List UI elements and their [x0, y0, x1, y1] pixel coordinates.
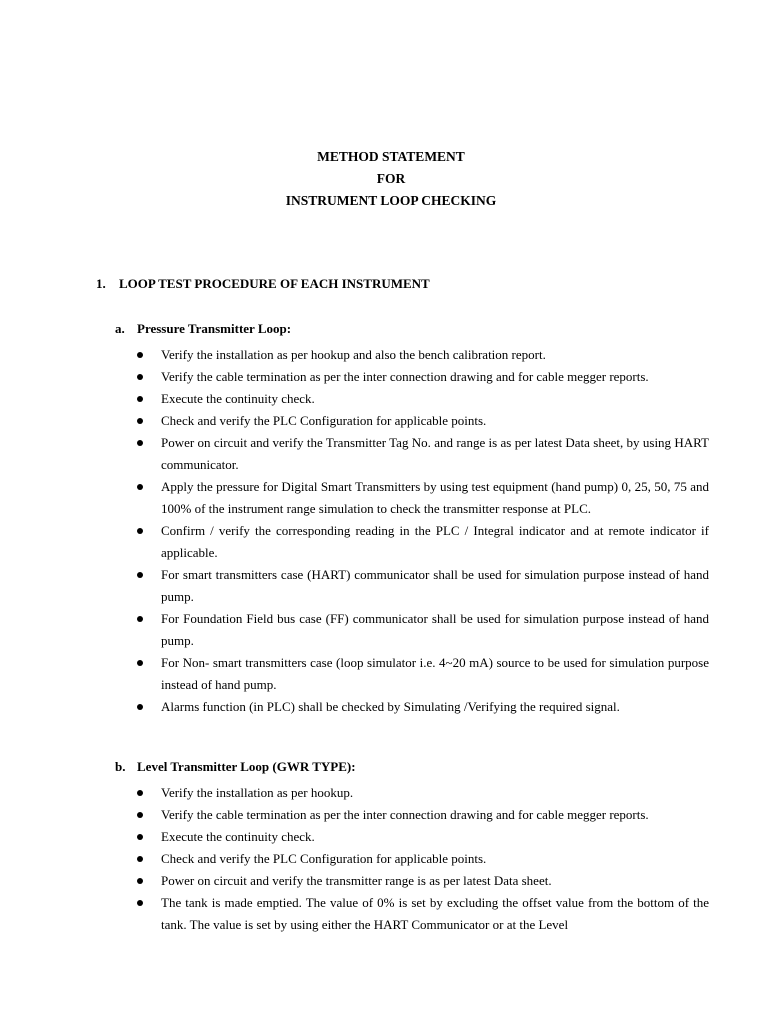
subsection-b-title: Level Transmitter Loop (GWR TYPE): [137, 759, 356, 774]
bullet-icon [137, 660, 143, 666]
list-item [137, 520, 709, 564]
bullet-icon [137, 616, 143, 622]
bullet-icon [137, 396, 143, 402]
section-1-number: 1. [96, 276, 106, 291]
list-item [137, 344, 709, 366]
list-item-text: Verify the installation as per hookup. [161, 785, 354, 800]
document-title-line2: FOR [376, 171, 406, 186]
subsection-b-heading [115, 757, 356, 777]
bullet-icon [137, 878, 143, 884]
bullet-icon [137, 528, 143, 534]
document-title-line1: METHOD STATEMENT [317, 149, 465, 164]
list-item [137, 388, 709, 410]
subsection-b-list [137, 782, 709, 936]
list-item [137, 476, 709, 520]
list-item [137, 804, 709, 826]
bullet-icon [137, 418, 143, 424]
list-item-text: Confirm / verify the corresponding reading in the PLC / Integral indicator and at remote indicator if applicable. [161, 523, 709, 560]
bullet-icon [137, 856, 143, 862]
bullet-icon [137, 440, 143, 446]
list-item-text: Power on circuit and verify the Transmitter Tag No. and range is as per latest Data sheet, by using HART communicator. [161, 435, 709, 472]
list-item-text: Verify the cable termination as per the inter connection drawing and for cable megger reports. [161, 807, 649, 822]
subsection-a-letter: a. [115, 321, 125, 336]
list-item-text: Execute the continuity check. [161, 391, 315, 406]
bullet-icon [137, 900, 143, 906]
subsection-b-letter: b. [115, 759, 126, 774]
list-item [137, 432, 709, 476]
list-item-text: For Foundation Field bus case (FF) communicator shall be used for simulation purpose instead of hand pump. [161, 611, 709, 648]
subsection-a-heading [115, 319, 291, 339]
bullet-icon [137, 812, 143, 818]
list-item [137, 608, 709, 652]
list-item-text: For smart transmitters case (HART) communicator shall be used for simulation purpose instead of hand pump. [161, 567, 709, 604]
list-item-text: Power on circuit and verify the transmitter range is as per latest Data sheet. [161, 873, 552, 888]
list-item-text: For Non- smart transmitters case (loop simulator i.e. 4~20 mA) source to be used for simulation purpose instead of hand pump. [161, 655, 709, 692]
list-item [137, 826, 709, 848]
section-1-heading [96, 274, 430, 294]
list-item-text: Execute the continuity check. [161, 829, 315, 844]
list-item [137, 564, 709, 608]
bullet-icon [137, 572, 143, 578]
list-item [137, 782, 709, 804]
list-item-text: Verify the installation as per hookup and also the bench calibration report. [161, 347, 546, 362]
list-item-text: Check and verify the PLC Configuration for applicable points. [161, 413, 487, 428]
bullet-icon [137, 834, 143, 840]
list-item [137, 848, 709, 870]
bullet-icon [137, 484, 143, 490]
bullet-icon [137, 704, 143, 710]
list-item [137, 410, 709, 432]
document-title-line3: INSTRUMENT LOOP CHECKING [285, 193, 497, 208]
list-item-text: Apply the pressure for Digital Smart Transmitters by using test equipment (hand pump) 0, 25, 50, 75 and 100% of the instrument range simulation to check the transmitter response at PLC. [161, 479, 709, 516]
list-item-text: Verify the cable termination as per the inter connection drawing and for cable megger reports. [161, 369, 649, 384]
bullet-icon [137, 352, 143, 358]
list-item [137, 892, 709, 936]
subsection-a-title: Pressure Transmitter Loop: [137, 321, 292, 336]
list-item-text: Check and verify the PLC Configuration for applicable points. [161, 851, 487, 866]
list-item [137, 696, 709, 718]
bullet-icon [137, 374, 143, 380]
section-1-title: LOOP TEST PROCEDURE OF EACH INSTRUMENT [119, 276, 430, 291]
list-item [137, 652, 709, 696]
list-item [137, 870, 709, 892]
subsection-a-list [137, 344, 709, 718]
bullet-icon [137, 790, 143, 796]
list-item [137, 366, 709, 388]
list-item-text: The tank is made emptied. The value of 0% is set by excluding the offset value from the bottom of the tank. The value is set by using either the HART Communicator or at the Level [161, 895, 709, 932]
list-item-text: Alarms function (in PLC) shall be checked by Simulating /Verifying the required signal. [161, 699, 620, 714]
